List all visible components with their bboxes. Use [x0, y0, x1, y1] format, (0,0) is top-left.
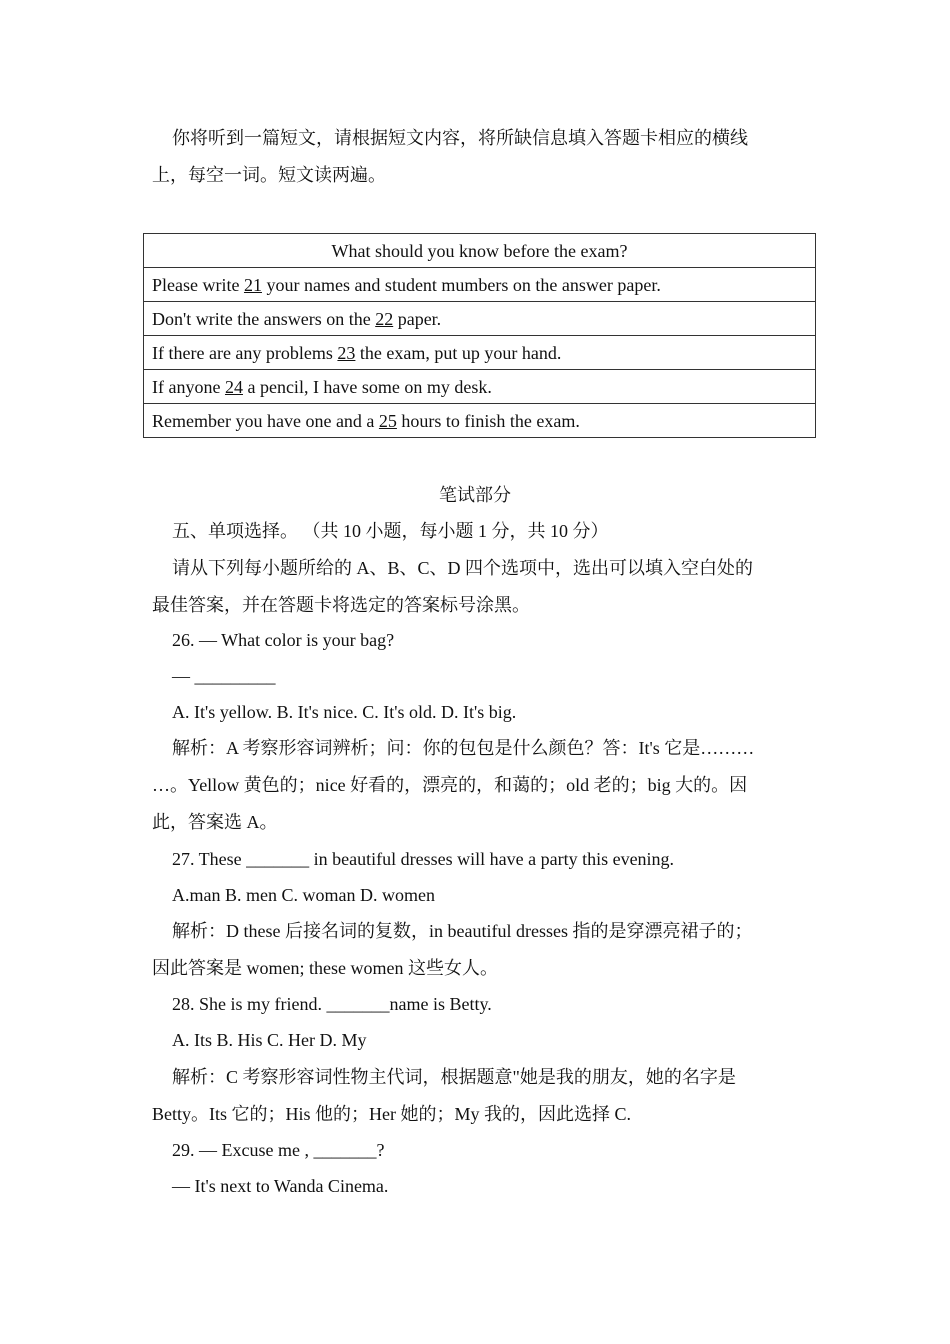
row-text-after: your names and student mumbers on the answer paper.	[261, 274, 661, 295]
q29-answer: — It's next to Wanda Cinema.	[172, 1176, 389, 1196]
row-text-before: Don't write the answers on the	[152, 308, 376, 329]
table-cell	[144, 336, 816, 370]
table-cell	[144, 404, 816, 438]
q26-explanation-3: 此，答案选 A。	[152, 812, 278, 832]
row-text-after: hours to finish the exam.	[396, 410, 580, 431]
q27-explanation-2: 因此答案是 women; these women 这些女人。	[152, 958, 498, 978]
table-row	[144, 336, 816, 370]
q27-stem: 27. These _______ in beautiful dresses will have a party this evening.	[172, 849, 675, 869]
instruction-line-1: 请从下列每小题所给的 A、B、C、D 四个选项中，选出可以填入空白处的	[172, 558, 754, 578]
q27-options: A.man B. men C. woman D. women	[172, 885, 435, 905]
intro-line-1: 你将听到一篇短文，请根据短文内容，将所缺信息填入答题卡相应的横线	[172, 128, 748, 148]
table-row	[144, 268, 816, 302]
row-text-after: a pencil, I have some on my desk.	[242, 376, 492, 397]
table-cell	[144, 302, 816, 336]
blank-number: 22	[375, 308, 394, 329]
blank-number: 24	[224, 376, 243, 397]
table-row	[144, 370, 816, 404]
table-cell	[144, 370, 816, 404]
written-part-heading: 笔试部分	[439, 485, 511, 505]
table-row	[144, 302, 816, 336]
q28-explanation-1: 解析：C 考察形容词性物主代词，根据题意"她是我的朋友，她的名字是	[172, 1067, 736, 1087]
row-text-before: Please write	[152, 274, 244, 295]
blank-number: 21	[243, 274, 262, 295]
row-text-before: If there are any problems	[152, 342, 338, 363]
q28-explanation-2: Betty。Its 它的；His 他的；Her 她的；My 我的，因此选择 C.	[152, 1104, 631, 1124]
q26-options: A. It's yellow. B. It's nice. C. It's old. D. It's big.	[172, 702, 517, 722]
q26-explanation-2: …。Yellow 黄色的；nice 好看的，漂亮的，和蔼的；old 老的；big 大的。因	[152, 775, 748, 795]
table-title: What should you know before the exam?	[144, 234, 816, 268]
exam-info-table	[143, 233, 816, 438]
blank-number: 23	[337, 342, 356, 363]
row-text-after: the exam, put up your hand.	[355, 342, 562, 363]
q28-stem: 28. She is my friend. _______name is Betty.	[172, 994, 492, 1014]
q26-blank: — _________	[172, 666, 276, 686]
row-text-before: Remember you have one and a	[152, 410, 379, 431]
q29-stem: 29. — Excuse me , _______?	[172, 1140, 385, 1160]
q28-options: A. Its B. His C. Her D. My	[172, 1030, 367, 1050]
q27-explanation-1: 解析：D these 后接名词的复数，in beautiful dresses 指的是穿漂亮裙子的；	[172, 921, 753, 941]
q26-explanation-1: 解析：A 考察形容词辨析；问：你的包包是什么颜色？答：It's 它是………	[172, 738, 755, 758]
row-text-before: If anyone	[152, 376, 225, 397]
section-title: 五、单项选择。 （共 10 小题，每小题 1 分，共 10 分）	[172, 521, 609, 541]
instruction-line-2: 最佳答案，并在答题卡将选定的答案标号涂黑。	[152, 595, 530, 615]
row-text-after: paper.	[393, 308, 442, 329]
table-header-row	[144, 234, 816, 268]
q26-stem: 26. — What color is your bag?	[172, 630, 395, 650]
table-cell	[144, 268, 816, 302]
intro-line-2: 上，每空一词。短文读两遍。	[152, 165, 386, 185]
table-row	[144, 404, 816, 438]
blank-number: 25	[378, 410, 397, 431]
